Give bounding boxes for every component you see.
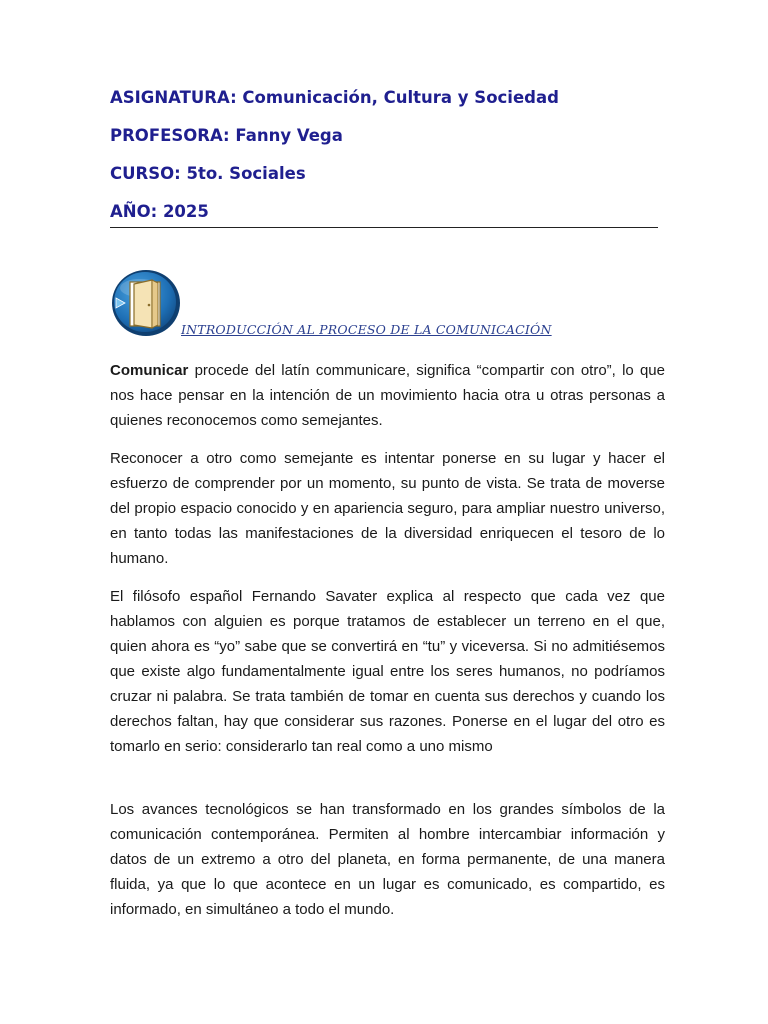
section-title: INTRODUCCIÓN AL PROCESO DE LA COMUNICACIÓN: [181, 322, 552, 337]
paragraph-4: Los avances tecnológicos se han transformado en los grandes símbolos de la comunicación contemporánea. Permiten al hombre intercambiar información y datos de un extremo a otro del planeta, en forma permanente, de una manera fluida, ya que lo que acontece en un lugar es comunicado, es compartido, es informado, en simultáneo a todo el mundo.: [110, 801, 665, 918]
paragraph-1-text: procede del latín communicare, significa “compartir con otro”, lo que nos hace pensar en la intención de un movimiento hacia otra u otras personas a quienes reconocemos como semejantes.: [110, 362, 665, 429]
door-exit-icon: [110, 268, 182, 338]
paragraph-2: Reconocer a otro como semejante es intentar ponerse en su lugar y hacer el esfuerzo de comprender por un momento, su punto de vista. Se trata de moverse del propio espacio conocido y en apariencia seguro, para ampliar nuestro universo, en tanto todas las manifestaciones de la diversidad enriquecen el tesoro de lo humano.: [110, 450, 665, 567]
course-heading: CURSO: 5to. Sociales: [110, 164, 306, 183]
header-divider: [110, 227, 658, 228]
year-heading: AÑO: 2025: [110, 202, 209, 221]
paragraph-3: El filósofo español Fernando Savater explica al respecto que cada vez que hablamos con alguien es porque tratamos de establecer un terreno en el que, quien ahora es “yo” sabe que se convertirá en “tu” y viceversa. Si no admitiésemos que existe algo fundamentalmente igual entre los seres humanos, no podríamos cruzar ni palabra. Se trata también de tomar en cuenta sus derechos y cuando los derechos faltan, hay que considerar sus razones. Ponerse en el lugar del otro es tomarlo en serio: considerarlo tan real como a uno mismo: [110, 588, 665, 755]
paragraph-1-bold-term: Comunicar: [110, 362, 189, 379]
teacher-heading: PROFESORA: Fanny Vega: [110, 126, 343, 145]
subject-heading: ASIGNATURA: Comunicación, Cultura y Sociedad: [110, 88, 559, 107]
paragraph-1: [110, 358, 665, 433]
